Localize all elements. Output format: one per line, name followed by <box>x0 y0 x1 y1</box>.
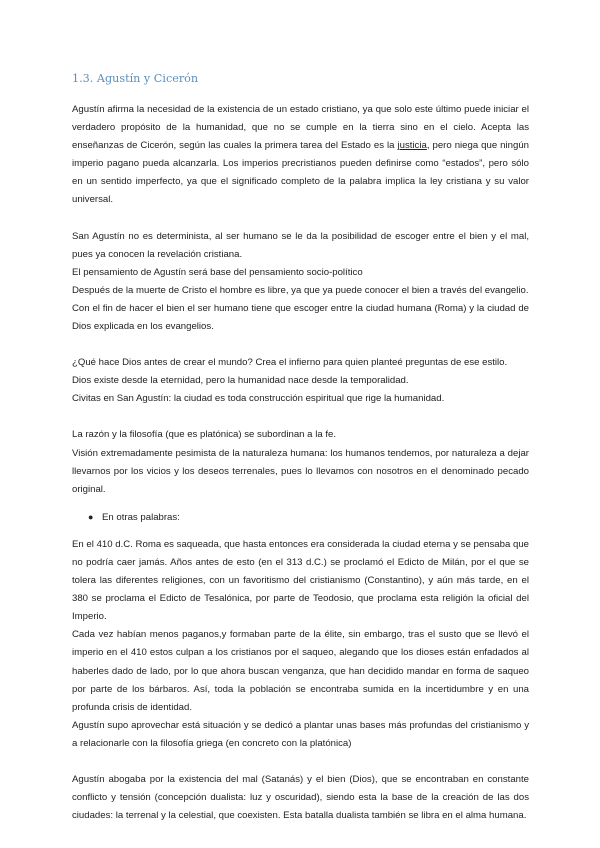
paragraph-paganos: Cada vez habían menos paganos,y formaban parte de la élite, sin embargo, tras el susto que se llevó el imperio en el 410 estos culpan a los cristianos por el saqueo, alegando que los dioses están enfadados al haberles dado de lado, por lo que ahora buscan venganza, que han decidido mandar en forma de saqueo por parte de los bárbaros. Así, toda la población se encontraba sumida en la incertidumbre y en una profunda crisis de identidad. <box>72 629 529 713</box>
paragraph-razon-fe: La razón y la filosofía (que es platónica) se subordinan a la fe. <box>72 429 336 441</box>
paragraph-text: , pero niega que ningún imperio pagano pueda alcanzarla. Los imperios precristianos pueden definirse como “estados”, pero sólo en un sentido imperfecto, ya que el significado completo de la palabra implica la ley cristiana y su valor universal. <box>72 140 529 206</box>
paragraph-pensamiento: El pensamiento de Agustín será base del pensamiento socio-político <box>72 266 363 278</box>
bullet-text: En otras palabras: <box>102 511 180 523</box>
paragraph-agustin-bases: Agustín supo aprovechar está situación y se dedicó a plantar unas bases más profundas del cristianismo y a relacionarle con la filosofía griega (en concreto con la platónica) <box>72 719 529 749</box>
paragraph-pregunta: ¿Qué hace Dios antes de crear el mundo? Crea el infierno para quien planteé preguntas de ese estilo. <box>72 357 508 369</box>
paragraph-ciudades: Con el fin de hacer el bien el ser humano tiene que escoger entre la ciudad humana (Roma) y la ciudad de Dios explicada en los evangelios. <box>72 302 529 333</box>
paragraph-muerte-cristo: Después de la muerte de Cristo el hombre es libre, ya que ya puede conocer el bien a través del evangelio. <box>72 284 529 296</box>
paragraph-determinismo: San Agustín no es determinista, al ser humano se le da la posibilidad de escoger entre el bien y el mal, pues ya conocen la revelación cristiana. <box>72 230 529 260</box>
paragraph-text: Agustín afirma la necesidad de la existencia de un estado cristiano, ya que solo este último puede iniciar el verdadero propósito de la humanidad, que no se cumple en la tierra sino en el cielo. Acepta las enseñanzas de Cicerón, según las cuales la primera tarea del Estado es la <box>72 104 529 152</box>
paragraph-saqueo-roma: En el 410 d.C. Roma es saqueada, que hasta entonces era considerada la ciudad eterna y se pensaba que no podría caer jamás. Años antes de esto (en el 313 d.C.) se proclamó el Edicto de Milán, por el que se tolera las diferentes religiones, con un favoritismo del cristianismo (Constantino), y aún más tarde, en el 380 se proclama el Edicto de Tesalónica, por parte de Teodosio, que proclama esta religión la oficial del Imperio. <box>72 538 529 623</box>
paragraph-estado-cristiano <box>72 101 529 210</box>
section-heading: 1.3. Agustín y Cicerón <box>72 72 199 85</box>
paragraph-eternidad: Dios existe desde la eternidad, pero la humanidad nace desde la temporalidad. <box>72 375 409 387</box>
bullet-icon: ● <box>88 511 94 522</box>
justicia-link[interactable]: justicia <box>397 140 427 152</box>
document-body <box>72 101 529 825</box>
paragraph-dualismo: Agustín abogaba por la existencia del mal (Satanás) y el bien (Dios), que se encontraban en constante conflicto y tensión (concepción dualista: luz y oscuridad), siendo esta la base de la creación de las dos ciudades: la terrenal y la celestial, que coexisten. Esta batalla dualista también se libra en el alma humana. <box>72 774 529 822</box>
paragraph-civitas: Civitas en San Agustín: la ciudad es toda construcción espiritual que rige la humanidad. <box>72 393 445 405</box>
paragraph-vision-pesimista: Visión extremadamente pesimista de la naturaleza humana: los humanos tendemos, por naturaleza a dejar llevarnos por los vicios y los deseos terrenales, pues lo llevamos con nosotros en el denominado pecado original. <box>72 447 529 495</box>
bullet-item <box>72 508 529 527</box>
